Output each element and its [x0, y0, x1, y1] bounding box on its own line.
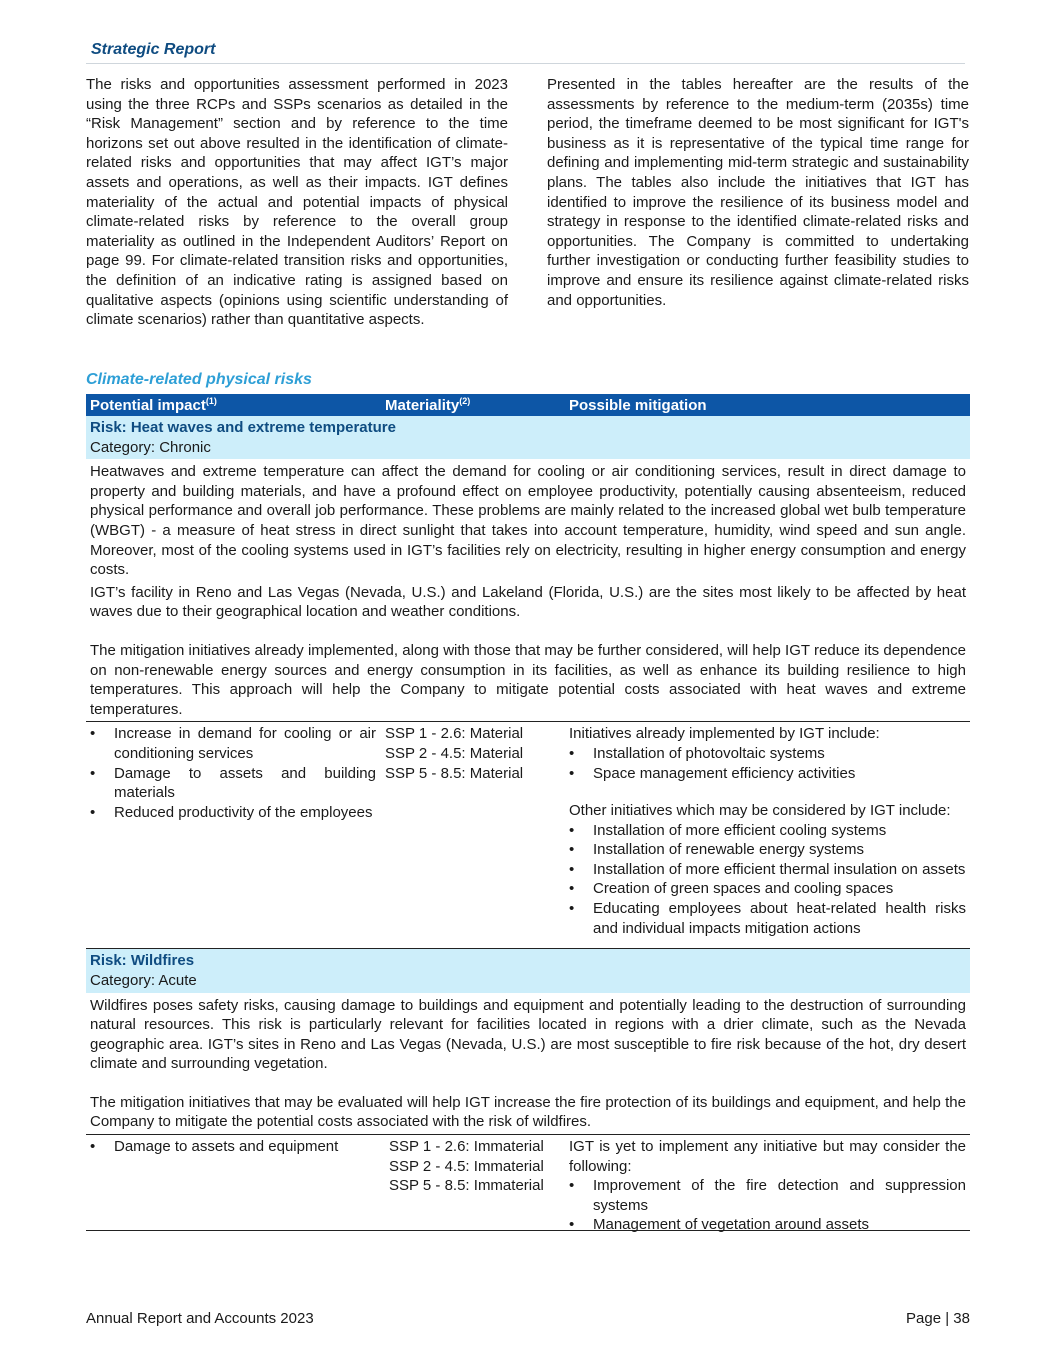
materiality-value: SSP 2 - 4.5: Material: [385, 744, 524, 762]
mitigation-item: • Space management efficiency activities: [569, 764, 966, 784]
table-header-row: [86, 394, 970, 416]
risk-paragraph: IGT’s facility in Reno and Las Vegas (Nevada, U.S.) and Lakeland (Florida, U.S.) are the sites most likely to be affected by heat waves due to their geographical location and weather conditions.: [90, 583, 966, 621]
risk-paragraph: Heatwaves and extreme temperature can affect the demand for cooling or air conditioning services, result in direct damage to property and building materials, and have a profound effect on employee productivity, potentially causing absenteeism, reduced physical performance and overall job performance. These problems are mainly related to the increased global wet bulb temperature (WBGT) - a measure of heat stress in direct sunlight that takes into account temperature, humidity, wind speed and sun angle. Moreover, most of the cooling systems used in IGT’s facilities rely on electricity, resulting in higher energy consumption and energy costs.: [90, 463, 966, 579]
impact-item: • Increase in demand for cooling or air conditioning services: [90, 724, 376, 763]
risk-paragraph: Wildfires poses safety risks, causing damage to buildings and equipment and potentially leading to the destruction of surrounding natural resources. This risk is particularly relevant for facilities located in regions with a drier climate, such as the Nevada geographic area. IGT’s sites in Reno and Las Vegas (Nevada, U.S.) are most susceptible to fire risk because of the hot, dry desert climate and surrounding vegetation.: [90, 996, 966, 1073]
mitigation-item: • Installation of more efficient cooling systems: [569, 821, 966, 841]
mitigation-item: • Installation of more efficient thermal insulation on assets: [569, 860, 966, 880]
risk-band-heat: [86, 416, 970, 459]
risk-paragraph: The mitigation initiatives already implemented, along with those that may be further considered, will help IGT reduce its dependence on non-renewable energy sources and energy consumption in its facilities, as well as enhance its building resilience to high temperatures. This approach will help the Company to mitigate potential costs associated with heat waves and extreme temperatures.: [90, 641, 966, 718]
impact-item: • Reduced productivity of the employees: [90, 803, 376, 823]
mitigation-item: • Installation of renewable energy systems: [569, 840, 966, 860]
risk-band-wildfires: [86, 949, 970, 992]
risk-paragraph: The mitigation initiatives that may be evaluated will help IGT increase the fire protection of its buildings and equipment, and help the Company to mitigate the potential costs associated with the risk of wildfires.: [90, 1093, 966, 1131]
header-materiality: Materiality$^{(2)}$: [385, 396, 471, 414]
risk-category: Category: Acute: [90, 971, 197, 989]
mitigation-item: • Management of vegetation around assets: [569, 1215, 966, 1235]
materiality-cell: [385, 724, 565, 783]
materiality-value: SSP 2 - 4.5: Immaterial: [389, 1157, 544, 1175]
risk-category: Category: Chronic: [90, 438, 211, 456]
mitigation-item: • Creation of green spaces and cooling spaces: [569, 879, 966, 899]
mitigation-item: • Improvement of the fire detection and suppression systems: [569, 1176, 966, 1215]
header-possible-mitigation: Possible mitigation: [569, 397, 707, 414]
footer-page-number: Page | 38: [906, 1310, 970, 1327]
section-header: [86, 38, 965, 64]
risk-title: Risk: Wildfires: [90, 952, 195, 970]
section-title: Strategic Report: [91, 41, 216, 58]
materiality-value: SSP 1 - 2.6: Material: [385, 725, 524, 743]
header-potential-impact: Potential impact$^{(1)}$: [90, 396, 217, 414]
mitigation-intro: IGT is yet to implement any initiative but may consider the following:: [569, 1138, 966, 1175]
materiality-cell: [389, 1137, 569, 1196]
intro-left-column: The risks and opportunities assessment performed in 2023 using the three RCPs and SSPs scenarios as detailed in the “Risk Management” section and by reference to the time horizons set out above resulted in the identification of climate-related risks and opportunities that may affect IGT’s major assets and operations, as well as their impacts. IGT defines materiality of the actual and potential impacts of physical climate-related risks by reference to the overall group materiality as outlined in the Independent Auditors’ Report on page 99. For climate-related transition risks and opportunities, the definition of an indicative rating is assigned based on qualitative aspects (opinions using scientific understanding of climate scenarios) rather than quantitative aspects.: [86, 76, 508, 329]
materiality-value: SSP 5 - 8.5: Immaterial: [389, 1177, 544, 1195]
risk-description-wildfires: [86, 993, 970, 1135]
risk-row-heat: [86, 721, 970, 949]
mitigation-item: • Installation of photovoltaic systems: [569, 744, 966, 764]
materiality-value: SSP 1 - 2.6: Immaterial: [389, 1138, 544, 1156]
impacts-cell: [90, 724, 376, 822]
mitigation-item: • Educating employees about heat-related health risks and individual impacts mitigation actions: [569, 899, 966, 938]
impacts-cell: [90, 1137, 376, 1157]
intro-right-column: Presented in the tables hereafter are the results of the assessments by reference to the medium-term (2035s) time period, the timeframe deemed to be most significant for IGT's business as it is representative of the typical time range for defining and implementing mid-term strategic and sustainability plans. The tables also include the initiatives that IGT has identified to improve the resilience of its business model and strategy in response to the identified climate-related risks and opportunities. The Company is committed to undertaking further investigation or conducting further feasibility studies to improve and ensure its resilience against climate-related risks and opportunities.: [547, 76, 969, 309]
materiality-value: SSP 5 - 8.5: Material: [385, 764, 524, 782]
physical-risks-table: [86, 394, 970, 1234]
risk-title: Risk: Heat waves and extreme temperature: [90, 419, 396, 436]
mitigation-cell: [569, 1137, 966, 1235]
mitigation-cell: [569, 724, 966, 938]
mitigation-intro: Initiatives already implemented by IGT include:: [569, 725, 880, 743]
impact-item: • Damage to assets and building materials: [90, 764, 376, 803]
risk-row-wildfires: [86, 1134, 970, 1234]
table-heading: Climate-related physical risks: [86, 371, 312, 388]
risk-description-heat: [86, 459, 970, 721]
footer-report-title: Annual Report and Accounts 2023: [86, 1310, 314, 1327]
impact-item: • Damage to assets and equipment: [90, 1137, 376, 1157]
mitigation-intro: Other initiatives which may be considered by IGT include:: [569, 802, 951, 820]
